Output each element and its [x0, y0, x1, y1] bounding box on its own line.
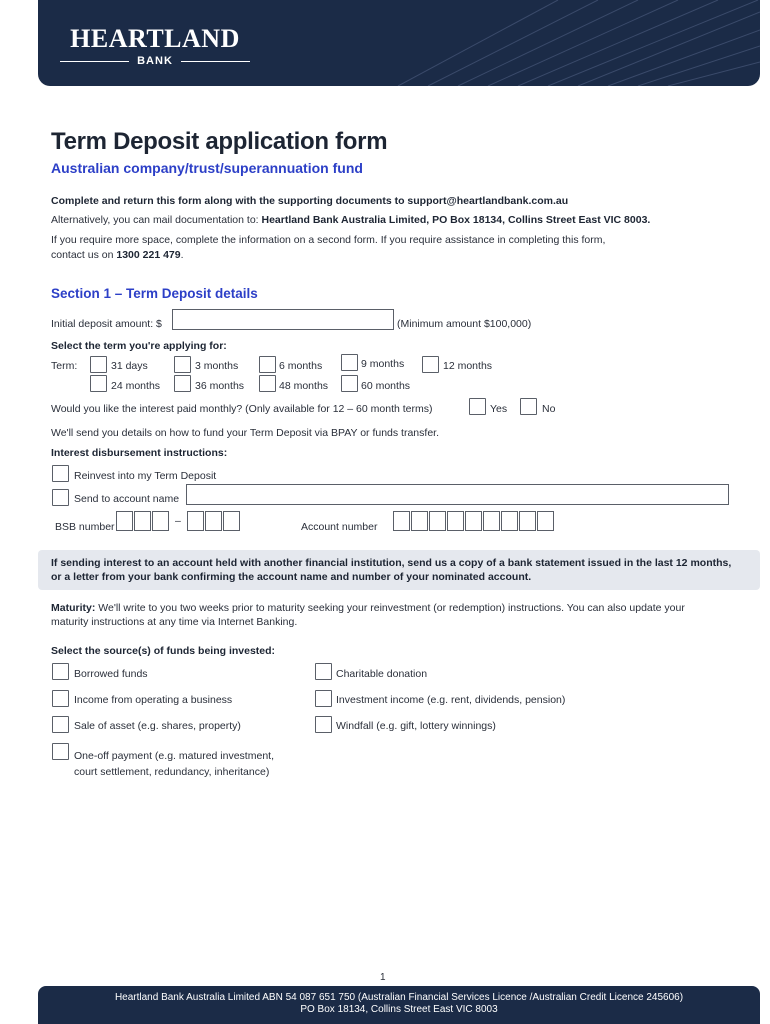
term-48-months-checkbox[interactable]	[259, 375, 276, 392]
disbursement-heading: Interest disbursement instructions:	[51, 447, 228, 459]
logo-subline	[60, 54, 250, 68]
account-digit-3[interactable]	[429, 511, 446, 531]
deposit-minimum-note: (Minimum amount $100,000)	[397, 318, 532, 330]
logo-bank-text: BANK	[137, 55, 173, 67]
term-12-months-checkbox[interactable]	[422, 356, 439, 373]
sale-of-asset-checkbox[interactable]	[52, 716, 69, 733]
sources-heading: Select the source(s) of funds being invested:	[51, 645, 276, 657]
logo-wordmark: HEARTLAND	[70, 24, 240, 53]
footer-line-1: Heartland Bank Australia Limited ABN 54 087 651 750 (Australian Financial Services Licence /Australian Credit Licence 245606)	[114, 992, 684, 1003]
monthly-no-label: No	[542, 403, 556, 415]
borrowed-funds-label: Borrowed funds	[74, 668, 148, 680]
term-label: Term:	[51, 360, 78, 372]
deposit-label: Initial deposit amount: $	[51, 318, 162, 330]
sale-of-asset-label: Sale of asset (e.g. shares, property)	[74, 720, 241, 732]
mail-address: Heartland Bank Australia Limited, PO Box 18134, Collins Street East VIC 8003.	[261, 214, 651, 226]
charitable-donation-checkbox[interactable]	[315, 663, 332, 680]
one-off-payment-line-2: court settlement, redundancy, inheritance)	[74, 766, 270, 778]
windfall-label: Windfall (e.g. gift, lottery winnings)	[336, 720, 496, 732]
intro-line-1	[51, 193, 568, 209]
support-email: support@heartlandbank.com.au	[407, 195, 569, 207]
bsb-digit-2[interactable]	[134, 511, 151, 531]
maturity-line-1: We'll write to you two weeks prior to maturity seeking your reinvestment (or redemption) instructions. You can also update your	[95, 602, 685, 614]
term-heading: Select the term you're applying for:	[51, 340, 227, 352]
account-digit-5[interactable]	[465, 511, 482, 531]
bsb-digit-4[interactable]	[187, 511, 204, 531]
footer-banner	[38, 986, 760, 1024]
intro-line-4-text: contact us on	[51, 249, 117, 261]
bsb-label: BSB number	[55, 521, 115, 533]
intro-line-2	[51, 212, 650, 228]
monthly-no-checkbox[interactable]	[520, 398, 537, 415]
bsb-digit-1[interactable]	[116, 511, 133, 531]
monthly-yes-label: Yes	[490, 403, 508, 415]
page-title: Term Deposit application form	[51, 128, 388, 155]
account-digit-7[interactable]	[501, 511, 518, 531]
investment-income-checkbox[interactable]	[315, 690, 332, 707]
charitable-donation-label: Charitable donation	[336, 668, 428, 680]
term-12-months-label: 12 months	[443, 360, 493, 372]
term-3-months-label: 3 months	[195, 360, 239, 372]
contact-phone: 1300 221 479	[116, 249, 181, 261]
one-off-payment-checkbox[interactable]	[52, 743, 69, 760]
term-31-days-checkbox[interactable]	[90, 356, 107, 373]
term-9-months-label: 9 months	[361, 358, 405, 370]
term-3-months-checkbox[interactable]	[174, 356, 191, 373]
term-60-months-checkbox[interactable]	[341, 375, 358, 392]
logo-rule-left	[60, 61, 129, 62]
intro-line-4	[51, 247, 184, 263]
term-36-months-label: 36 months	[195, 380, 245, 392]
term-36-months-checkbox[interactable]	[174, 375, 191, 392]
intro-line-4-suffix: .	[180, 249, 184, 261]
footer-line-2: PO Box 18134, Collins Street East VIC 8003	[300, 1004, 498, 1015]
windfall-checkbox[interactable]	[315, 716, 332, 733]
bank-statement-notice	[38, 550, 760, 590]
intro-line-2-text: Alternatively, you can mail documentation to:	[51, 214, 262, 226]
term-60-months-label: 60 months	[361, 380, 411, 392]
account-digit-8[interactable]	[519, 511, 536, 531]
maturity-line-2: maturity instructions at any time via Internet Banking.	[51, 616, 298, 628]
operating-income-label: Income from operating a business	[74, 694, 233, 706]
bsb-dash: –	[175, 515, 181, 527]
account-number-label: Account number	[301, 521, 378, 533]
account-name-field[interactable]	[186, 484, 729, 505]
bsb-digit-5[interactable]	[205, 511, 222, 531]
term-24-months-checkbox[interactable]	[90, 375, 107, 392]
borrowed-funds-checkbox[interactable]	[52, 663, 69, 680]
account-digit-2[interactable]	[411, 511, 428, 531]
fund-note: We'll send you details on how to fund your Term Deposit via BPAY or funds transfer.	[51, 427, 439, 439]
one-off-payment-line-1: One-off payment (e.g. matured investment,	[74, 750, 274, 762]
intro-line-3: If you require more space, complete the information on a second form. If you require assistance in completing this form,	[51, 234, 606, 246]
bsb-digit-3[interactable]	[152, 511, 169, 531]
notice-line-2: or a letter from your bank confirming the account name and number of your nominated account.	[51, 571, 532, 583]
intro-line-1-text: Complete and return this form along with the supporting documents to	[51, 195, 408, 207]
account-digit-1[interactable]	[393, 511, 410, 531]
term-9-months-checkbox[interactable]	[341, 354, 358, 371]
logo-rule-right	[181, 61, 250, 62]
reinvest-checkbox[interactable]	[52, 465, 69, 482]
term-24-months-label: 24 months	[111, 380, 161, 392]
send-to-account-label: Send to account name	[74, 493, 180, 505]
term-48-months-label: 48 months	[279, 380, 329, 392]
account-digit-9[interactable]	[537, 511, 554, 531]
send-to-account-checkbox[interactable]	[52, 489, 69, 506]
page-number: 1	[380, 972, 386, 983]
maturity-label: Maturity:	[51, 602, 96, 614]
deposit-amount-field[interactable]	[172, 309, 394, 330]
investment-income-label: Investment income (e.g. rent, dividends, pension)	[336, 694, 566, 706]
monthly-yes-checkbox[interactable]	[469, 398, 486, 415]
account-digit-6[interactable]	[483, 511, 500, 531]
maturity-paragraph	[51, 601, 731, 629]
bsb-digit-6[interactable]	[223, 511, 240, 531]
operating-income-checkbox[interactable]	[52, 690, 69, 707]
page-subtitle: Australian company/trust/superannuation fund	[51, 160, 363, 176]
term-31-days-label: 31 days	[111, 360, 148, 372]
reinvest-label: Reinvest into my Term Deposit	[74, 470, 217, 482]
monthly-interest-question: Would you like the interest paid monthly? (Only available for 12 – 60 month terms)	[51, 403, 433, 415]
section-1-title: Section 1 – Term Deposit details	[51, 286, 258, 301]
account-digit-4[interactable]	[447, 511, 464, 531]
header-banner	[38, 0, 760, 86]
notice-text	[51, 556, 741, 584]
term-6-months-label: 6 months	[279, 360, 323, 372]
notice-line-1: If sending interest to an account held with another financial institution, send us a copy of a bank statement issued in the last 12 months,	[51, 557, 732, 569]
term-6-months-checkbox[interactable]	[259, 356, 276, 373]
